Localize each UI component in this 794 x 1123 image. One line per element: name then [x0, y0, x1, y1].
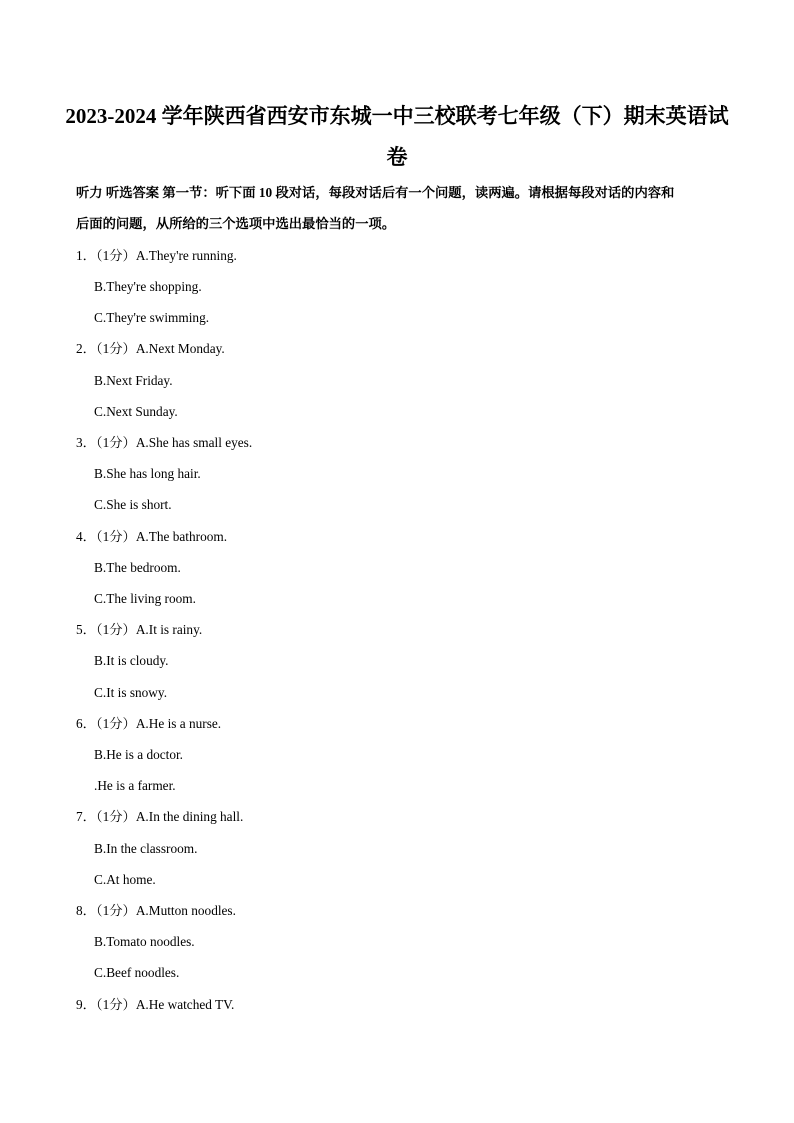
exam-title-line-1: 2023-2024 学年陕西省西安市东城一中三校联考七年级（下）期末英语试	[65, 104, 729, 128]
question-3-option-b: B.She has long hair.	[94, 466, 201, 481]
question-3-option-c: C.She is short.	[94, 497, 172, 512]
question-4: 4．（1分）A.The bathroom.	[76, 529, 228, 544]
question-8-option-c: C.Beef noodles.	[94, 965, 180, 980]
question-6: 6．（1分）A.He is a nurse.	[76, 716, 222, 731]
question-7-option-c: C.At home.	[94, 872, 156, 887]
question-8-option-b: B.Tomato noodles.	[94, 934, 195, 949]
question-6-option-b: B.He is a doctor.	[94, 747, 184, 762]
question-4-option-c: C.The living room.	[94, 591, 196, 606]
question-7: 7．（1分）A.In the dining hall.	[76, 809, 244, 824]
question-1-option-c: C.They're swimming.	[94, 310, 210, 325]
question-5-option-b: B.It is cloudy.	[94, 653, 169, 668]
question-2-option-b: B.Next Friday.	[94, 373, 173, 388]
question-5: 5．（1分）A.It is rainy.	[76, 622, 203, 637]
question-4-option-b: B.The bedroom.	[94, 560, 181, 575]
question-2: 2．（1分）A.Next Monday.	[76, 341, 225, 356]
question-9: 9．（1分）A.He watched TV.	[76, 997, 235, 1012]
exam-title-line-2: 卷	[386, 145, 408, 169]
question-7-option-b: B.In the classroom.	[94, 841, 198, 856]
question-2-option-c: C.Next Sunday.	[94, 404, 178, 419]
section-instructions-line-2: 后面的问题，从所给的三个选项中选出最恰当的一项。	[76, 216, 396, 231]
question-1-option-b: B.They're shopping.	[94, 279, 202, 294]
question-1: 1．（1分）A.They're running.	[76, 248, 237, 263]
question-5-option-c: C.It is snowy.	[94, 685, 168, 700]
section-instructions-line-1: 听力 听选答案 第一节：听下面 10 段对话，每段对话后有一个问题，读两遍。请根据每段对话的内容和	[76, 185, 675, 200]
question-6-option-c: .He is a farmer.	[94, 778, 176, 793]
question-3: 3．（1分）A.She has small eyes.	[76, 435, 253, 450]
question-8: 8．（1分）A.Mutton noodles.	[76, 903, 236, 918]
